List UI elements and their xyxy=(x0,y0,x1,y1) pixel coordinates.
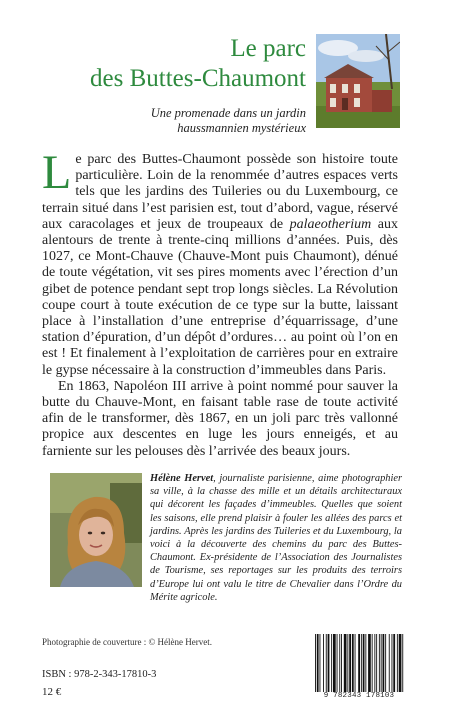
book-title xyxy=(40,34,306,94)
author-bio: Hélène Hervet, journaliste parisienne, aime photographier sa ville, à la chasse des mille et un détails architecturaux qui décorent les façades d’immeubles. Quelles que soient les saisons, elle prend plaisir à fouler les allées des parcs et jardins. Après les jardins des Tuileries et du Luxembourg, la voici à la découverte des chemins du parc des Buttes-Chaumont. Ex-présidente de l’Association des Journalistes de Tourisme, ses reportages sur les produits des terroirs d’Europe lui ont valu le titre de Chevalier dans l’Ordre du Mérite agricole. xyxy=(150,473,403,603)
price: 12 € xyxy=(42,686,62,698)
barcode-bar xyxy=(349,634,351,692)
barcode-bar xyxy=(385,634,386,692)
barcode-bar xyxy=(376,634,377,692)
barcode-bar xyxy=(337,634,338,692)
author-photo xyxy=(50,473,142,587)
barcode-bar xyxy=(344,634,347,692)
barcode-bar xyxy=(361,634,362,692)
drop-cap: L xyxy=(42,146,72,199)
barcode-bar xyxy=(347,634,348,692)
title-line-2: des Buttes-Chaumont xyxy=(90,65,306,92)
barcode-bar xyxy=(333,634,336,692)
barcode-bar xyxy=(331,634,332,692)
barcode-bar xyxy=(374,634,375,692)
barcode-bar xyxy=(323,634,324,692)
barcode-bar xyxy=(368,634,371,692)
barcode-bar xyxy=(341,634,342,692)
barcode-bar xyxy=(358,634,360,692)
barcode-bar xyxy=(365,634,366,692)
barcode-bar xyxy=(317,634,319,692)
paragraph-2: En 1863, Napoléon III arrive à point nommé pour sauver la butte du Chauve-Mont, en faisant table rase de toute activité afin de le transformer, dès 1867, en un joli parc très vallonné propice aux descentes en luge les jours enneigés, et au farniente sur les pelouses dès l’arrivée des beaux jours. xyxy=(42,378,398,459)
barcode-bar xyxy=(402,634,403,692)
subtitle-line-2: haussmannien mystérieux xyxy=(177,121,306,135)
barcode-bar xyxy=(397,634,398,692)
park-pavilion-photo xyxy=(316,34,400,128)
barcode-bar xyxy=(379,634,380,692)
barcode-bar xyxy=(315,634,316,692)
barcode-bar xyxy=(363,634,365,692)
author-name: Hélène Hervet xyxy=(150,473,214,484)
isbn: ISBN : 978-2-343-17810-3 xyxy=(42,669,157,680)
barcode-bar xyxy=(326,634,327,692)
barcode-bar xyxy=(383,634,385,692)
barcode-bar xyxy=(339,634,340,692)
barcode-bar xyxy=(372,634,373,692)
barcode-bar xyxy=(352,634,354,692)
barcode-digits: 9 782343 178103 xyxy=(323,692,395,700)
barcode xyxy=(312,632,406,694)
subtitle-line-1: Une promenade dans un jardin xyxy=(150,106,306,120)
barcode-bar xyxy=(381,634,382,692)
barcode-bar xyxy=(392,634,393,692)
barcode-bar xyxy=(355,634,356,692)
book-subtitle xyxy=(60,106,306,136)
barcode-bar xyxy=(399,634,402,692)
photo-credit: Photographie de couverture : © Hélène Hervet. xyxy=(42,637,213,647)
back-cover-text xyxy=(42,146,398,460)
barcode-bar xyxy=(389,634,390,692)
barcode-bar xyxy=(320,634,321,692)
barcode-bar xyxy=(393,634,395,692)
paragraph-1: Le parc des Buttes-Chaumont possède son histoire toute particulière. Loin de la renommée d’autres espaces verts tels que les jardins des Tuileries ou du Luxembourg, ce terrain situé dans l’est parisien est, tout d’abord, vague, réservé aux caracolages et jeux de troupeaux de palaeotherium aux alentours de trente à trente-cinq millions d’années. Puis, dès 1027, ce Mont-Chauve (Chauve-Mont puis Chaumont), dénué de toute végétation, vit ses pires moments avec l’érection d’un gibet de potence pendant sept trop longs siècles. La Révolution coupe court à toute exécution de ce type sur la butte, laissant place à l’installation d’une entreprise d’équarrissage, d’une station d’épuration, d’un dépôt d’ordures… au point où l’on en est ! Et finalement à l’exploitation de carrières pour en extraire le gypse nécessaire à la construction d’immeubles dans Paris. xyxy=(42,146,398,378)
barcode-bar xyxy=(328,634,330,692)
title-line-1: Le parc xyxy=(230,35,306,62)
